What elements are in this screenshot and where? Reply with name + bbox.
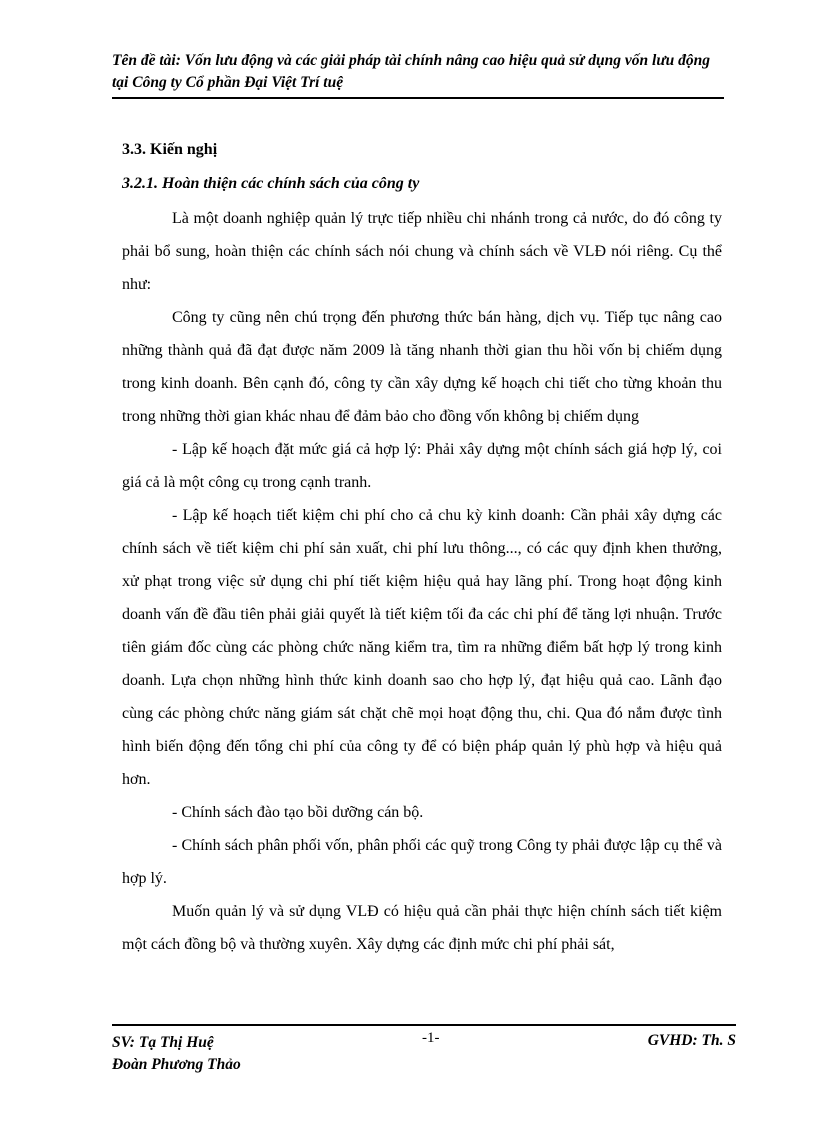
student-name: Đoàn Phương Thảo: [112, 1056, 241, 1073]
paragraph: - Chính sách phân phối vốn, phân phối các quỹ trong Công ty phải được lập cụ thể và hợp lý.: [122, 837, 722, 887]
advisor-label: GVHD: Th. S: [647, 1032, 736, 1049]
header-divider: [112, 97, 724, 99]
paragraph: - Lập kế hoạch đặt mức giá cả hợp lý: Phải xây dựng một chính sách giá hợp lý, coi giá cả là một công cụ trong cạnh tranh.: [122, 441, 722, 491]
student-name: SV: Tạ Thị Huệ: [112, 1034, 214, 1051]
section-title: 3.3. Kiến nghị: [122, 141, 218, 158]
thesis-title: Tên đề tài: Vốn lưu động và các giải pháp tài chính nâng cao hiệu quả sử dụng vốn lưu động tại Công ty Cổ phần Đại Việt Trí tuệ: [112, 52, 711, 91]
paragraph: - Lập kế hoạch tiết kiệm chi phí cho cả chu kỳ kinh doanh: Cần phải xây dựng các chính sách về tiết kiệm chi phí sản xuất, chi phí lưu thông..., có các quy định khen thưởng, xử phạt trong việc sử dụng chi phí tiết kiệm hiệu quả hay lãng phí. Trong hoạt động kinh doanh vấn đề đầu tiên phải giải quyết là tiết kiệm tối đa các chi phí để tăng lợi nhuận. Trước tiên giám đốc cùng các phòng chức năng kiểm tra, tìm ra những điểm bất hợp lý trong kinh doanh. Lựa chọn những hình thức kinh doanh sao cho hợp lý, đạt hiệu quả cao. Lãnh đạo cùng các phòng chức năng giám sát chặt chẽ mọi hoạt động thu, chi. Qua đó nắm được tình hình biến động đến tổng chi phí của công ty để có biện pháp quản lý phù hợp và hiệu quả hơn.: [122, 507, 722, 788]
page-number: -1-: [422, 1030, 440, 1046]
document-body: [122, 140, 722, 961]
paragraph: Công ty cũng nên chú trọng đến phương thức bán hàng, dịch vụ. Tiếp tục nâng cao những thành quả đã đạt được năm 2009 là tăng nhanh thời gian thu hồi vốn bị chiếm dụng trong kinh doanh. Bên cạnh đó, công ty cần xây dựng kế hoạch chi tiết cho từng khoản thu trong những thời gian khác nhau để đảm bảo cho đồng vốn không bị chiếm dụng: [122, 309, 722, 425]
paragraph: Là một doanh nghiệp quản lý trực tiếp nhiều chi nhánh trong cả nước, do đó công ty phải bổ sung, hoàn thiện các chính sách nói chung và chính sách về VLĐ nói riêng. Cụ thể như:: [122, 210, 722, 293]
subsection-title: 3.2.1. Hoàn thiện các chính sách của công ty: [122, 175, 420, 192]
footer-divider: [112, 1024, 736, 1026]
page-header: [112, 50, 724, 98]
student-names: [112, 1032, 241, 1076]
paragraph: Muốn quản lý và sử dụng VLĐ có hiệu quả cần phải thực hiện chính sách tiết kiệm một cách đồng bộ và thường xuyên. Xây dựng các định mức chi phí phải sát,: [122, 903, 722, 953]
paragraph: - Chính sách đào tạo bồi dưỡng cán bộ.: [172, 804, 424, 821]
